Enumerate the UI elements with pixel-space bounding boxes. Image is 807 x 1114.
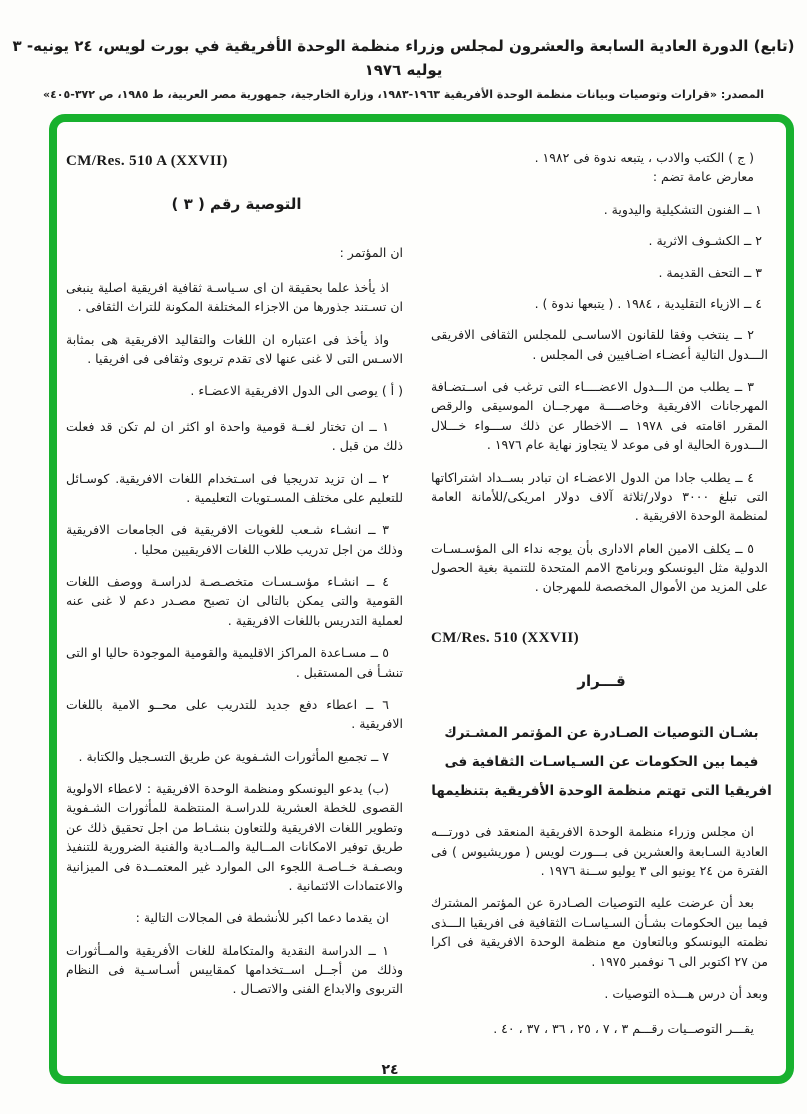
text-block-para: ٤ ــ يطلب جادا من الدول الاعضـاء ان تبادر بســداد اشتراكاتها التى تبلغ ٣٠٠٠ دولار/ثلاثة آلاف دولار امريكى/للأمانة العامة لمنظمة الوحدة الافريقية . [431, 469, 768, 524]
text-block-subitem: ٣ ــ التحف القديمة . [658, 264, 762, 280]
text-block-para: ٤ ــ انشـاء مؤسـسـات متخصـصـة لدراسـة ووصف اللغات القومية والتى يمكن بالتالى ان تصبح مصـدر دعم لا غنى عنه لعملية التدريس باللغات الافريقية . [66, 574, 403, 628]
text-block-para: ٢ ــ ان تزيد تدريجيا فى اسـتخدام اللغات الافريقية. كوسـائل للتعليم على مختلف المسـتويات التعليمية . [66, 470, 403, 505]
text-block-para: ٢ ــ ينتخب وفقا للقانون الاساسـى للمجلس الثقافى الافريقى الـــدول التالية أعضـاء اضـافيين فى المجلس . [431, 327, 768, 362]
text-block-para: ٥ ــ يكلف الامين العام الادارى بأن يوجه نداء الى المؤسـسـات الدولية مثل اليونسكو وبرنامج الامم المتحدة للتنمية بغية الحصول على المزيد من الأموال المخصصة للمهرجان . [431, 540, 768, 595]
text-block-para: يقـــر التوصــيات رقـــم ٣ ، ٧ ، ٢٥ ، ٣٦ ، ٣٧ ، ٤٠ . [493, 1021, 754, 1037]
text-block-title: التوصية رقم ( ٣ ) [171, 195, 302, 214]
text-block-line: وبعد أن درس هـــذه التوصيات . [604, 985, 768, 1001]
text-block-subitem: ٢ ــ الكشـوف الاثرية . [648, 233, 762, 249]
content-frame [49, 114, 794, 1084]
column-left [66, 148, 407, 1066]
text-block-para: ان مجلس وزراء منظمة الوحدة الافريقية المنعقد فى دورتـــه العادية السـابعة والعشرين فى بـــورت لويس ( موريشيوس ) فى الفترة من ٢٤ يونيو الى ٣ يوليو ســنة ١٩٧٦ . [431, 824, 768, 879]
text-block-line: ( أ ) يوصى الى الدول الافريقية الاعضـاء . [190, 383, 403, 399]
text-block-para: ٦ ــ اعطاء دفع جديد للتدريب على محــو الامية باللغات الافريقية . [66, 696, 403, 732]
text-block-subitem: ١ ــ الفنون التشكيلية واليدوية . [603, 201, 762, 217]
page-number: ٢٤ [381, 1062, 399, 1078]
text-block-para: ان يقدما دعما اكبر للأنشطة فى المجالات التالية : [135, 910, 389, 926]
text-block-para: ١ ــ الدراسة النقدية والمتكاملة للغات الأفريقية والمــأثورات وذلك من أجــل اســتخدامها كمقاييس أسـاسـية فى النظام التربوى والابداع الفنى والاتصـال . [66, 942, 403, 997]
text-block-ref: CM/Res. 510 (XXVII) [431, 629, 579, 646]
text-block-para: ( ج ) الكتب والادب ، يتبعه ندوة فى ١٩٨٢ . معارض عامة تضم : [534, 150, 754, 185]
text-block-title: قـــرار [577, 672, 626, 690]
text-block-para: واذ يأخذ فى اعتباره ان اللغات والتقاليد الافريقية هى بمثابة الاسـس التى لا غنى عنها لاى تقدم تربوى وثقافى فى افريقيا . [66, 331, 403, 366]
text-block-para: اذ يأخذ علما بحقيقة ان اى سـياسـة ثقافية افريقية اصلية ينبغى ان تسـتند جذورها من الاجزاء المختلفة المكونة للتراث الثقافى . [66, 279, 403, 315]
text-block-para: بعد أن عرضت عليه التوصيات الصـادرة عن المؤتمر المشترك فيما بين الحكومات بشـأن السـياسـات الثقافية فى افريقيا الـــذى نظمته اليونسكو وبالتعاون مع منظمة الوحدة الافريقية فى اكرا من ٢٧ اكتوبر الى ٦ نوفمبر ١٩٧٥ . [431, 895, 768, 969]
text-block-para: (ب) يدعو اليونسكو ومنظمة الوحدة الافريقية : لاعطاء الاولوية القصوى للخطة العشرية للدراسـة المنتظمة للمأثورات الشـفوية وتطوير اللغات الافريقية وللتعاون بنشـاط من اجل تحقيق ذلك عن طريق توفير الامكانات المــالية والمــادية والفنية الضرورية للتنفيذ وبصـفـة خــاصـة اللجوء الى الموارد غير المعتمــدة فى الميزانية والاعتمادات الائتمانية . [66, 781, 403, 893]
page-header [0, 34, 807, 101]
text-block-ref: CM/Res. 510 A (XXVII) [66, 153, 228, 169]
text-block-para: ٣ ــ انشـاء شـعب للغويات الافريقية فى الجامعات الافريقية وذلك من اجل تدريب طلاب اللغات الافريقيين محليا . [66, 522, 403, 557]
text-block-para: ٧ ــ تجميع المأثورات الشـفوية عن طريق التسـجيل والكتابة . [78, 748, 389, 764]
header-source-citation: المصدر: «قرارات وتوصيات وبيانات منظمة الوحدة الأفريقية ١٩٦٣-١٩٨٣، وزارة الخارجية، جمهورية مصر العربية، ط ١٩٨٥، ص ٣٧٢-٤٠٥» [42, 88, 765, 101]
text-block-para: ١ ــ ان تختار لغــة قومية واحدة او اكثر ان لم تكن قد فعلت ذلك من قبل . [66, 418, 403, 454]
text-block-subitem: ٤ ــ الازياء التقليدية ، ١٩٨٤ . ( يتبعها ندوة ) . [534, 295, 762, 311]
text-block-para: ٣ ــ يطلب من الـــدول الاعضــــاء التى ترغب فى اســتضـافة المهرجانات الافريقية وخاصــــة مهرجــان الموسيقى والرقص المقرر اقامته فى ١٩٧٨ ــ الاخطار عن ذلك ســـواء خـــلال الـــدورة الحالية او فى موعد لا يتجاوز نهاية عام ١٩٧٦ . [431, 379, 768, 453]
header-session-title: (تابع) الدورة العادية السابعة والعشرون لمجلس وزراء منظمة الوحدة الأفريقية في بورت لويس، ٢٤ يونيه- ٣ يوليه ١٩٧٦ [12, 37, 795, 79]
text-block-line: ان المؤتمر : [339, 244, 403, 260]
column-right [431, 148, 772, 1066]
two-column-layout [67, 148, 772, 1066]
text-block-para: ٥ ــ مسـاعدة المراكز الاقليمية والقومية الموجودة حاليا او التى تنشـأ فى المستقبل . [66, 645, 403, 680]
text-block-subtitle: بشـان التوصيات الصـادرة عن المؤتمر المشـترك فيما بين الحكومات عن السـياسـات الثقافية فى افريقيا التى تهتم منظمة الوحدة الأفريقية بتنظيمها [431, 725, 772, 800]
